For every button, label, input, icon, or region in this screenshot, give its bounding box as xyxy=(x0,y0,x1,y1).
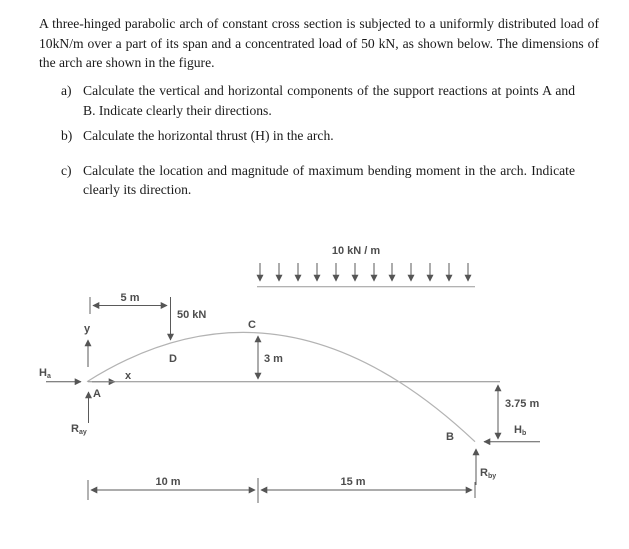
axis-x-label: x xyxy=(124,370,132,382)
dim-375m-label: 3.75 m xyxy=(505,398,540,410)
reaction-ray-label: Ray xyxy=(71,423,87,436)
problem-statement xyxy=(39,14,599,200)
question-text-b: Calculate the horizontal thrust (H) in the arch. xyxy=(83,128,334,143)
question-item-c xyxy=(61,161,599,200)
point-a-label: A xyxy=(93,388,101,400)
question-label-c: c) xyxy=(61,162,72,178)
reaction-rby-label: Rby xyxy=(480,467,497,480)
point-d-label: D xyxy=(169,353,177,365)
dim-10m-label: 10 m xyxy=(155,476,181,488)
point-b-label: B xyxy=(446,431,454,443)
question-label-b: b) xyxy=(61,128,73,143)
question-item-a xyxy=(61,81,599,120)
reaction-hb-label: Hb xyxy=(514,424,527,437)
question-text-c: Calculate the location and magnitude of maximum bending moment in the arch. Indicate clearly its direction. xyxy=(83,162,575,197)
question-label-a: a) xyxy=(61,83,72,98)
arch-figure xyxy=(0,239,629,549)
question-text-a: Calculate the vertical and horizontal components of the support reactions at points A and B. Indicate clearly their directions. xyxy=(83,83,575,118)
dim-5m-label: 5 m xyxy=(120,292,140,304)
problem-paragraph: A three-hinged parabolic arch of constant cross section is subjected to a uniformly distributed load of 10kN/m over a part of its span and a concentrated load of 50 kN, as shown below. The dimensions of the arch are shown in the figure. xyxy=(39,16,599,70)
udl-arrows xyxy=(260,263,468,281)
dim-15m-label: 15 m xyxy=(340,476,366,488)
reaction-ha-label: Ha xyxy=(39,367,51,380)
arch-curve xyxy=(87,332,475,441)
axis-y-label: y xyxy=(83,323,91,335)
dim-3m-label: 3 m xyxy=(264,353,283,365)
question-item-b xyxy=(61,126,599,146)
point-load-label: 50 kN xyxy=(177,309,207,321)
udl-label: 10 kN / m xyxy=(331,245,381,257)
point-c-label: C xyxy=(248,319,256,331)
